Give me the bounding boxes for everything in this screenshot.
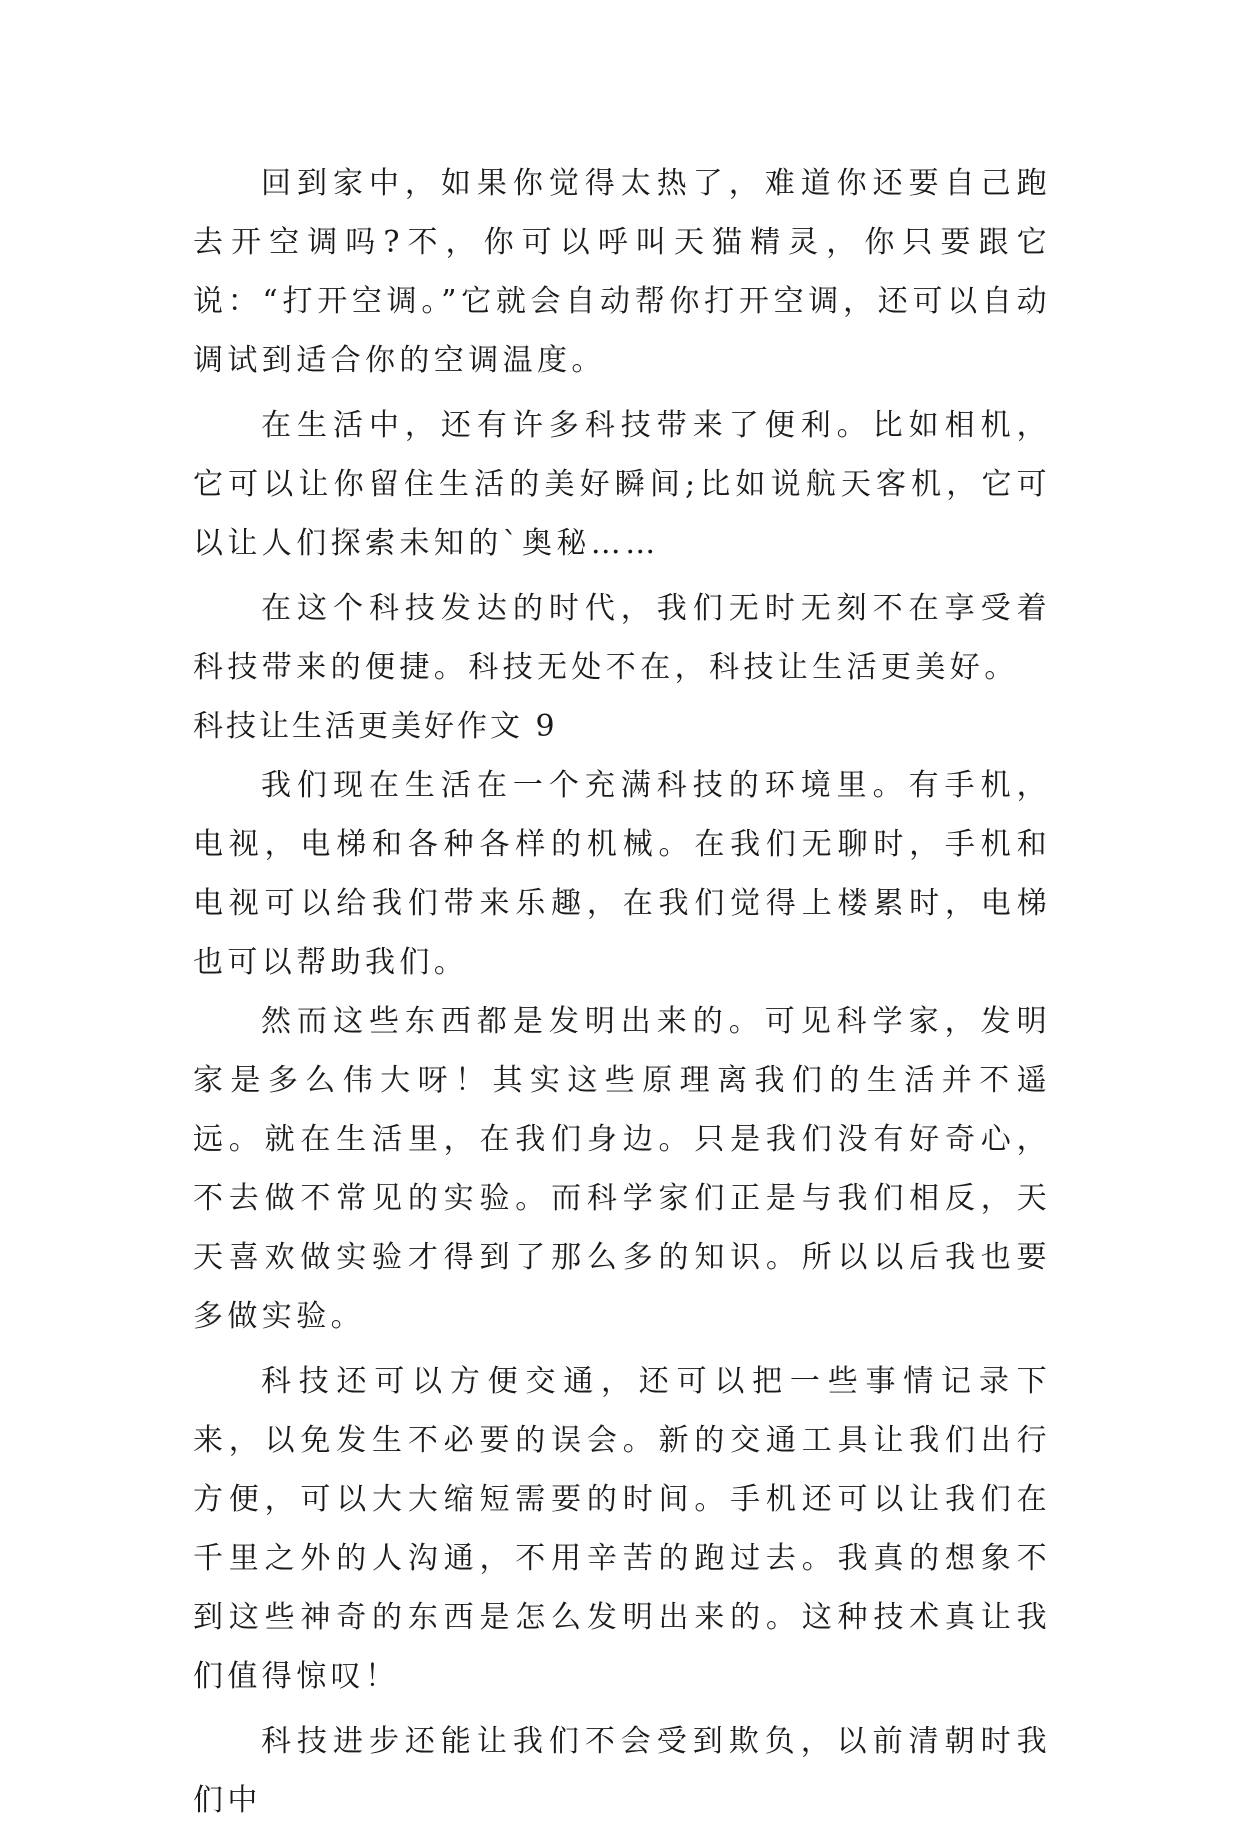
paragraph-tech-environment: 我们现在生活在一个充满科技的环境里。有手机，电视，电梯和各种各样的机械。在我们无聊时，手机和电视可以给我们带来乐趣，在我们觉得上楼累时，电梯也可以帮助我们。 — [193, 768, 1051, 980]
paragraph-conclusion: 在这个科技发达的时代，我们无时无刻不在享受着科技带来的便捷。科技无处不在，科技让生活更美好。 — [193, 591, 1051, 685]
document-page — [193, 154, 1051, 1830]
paragraph-progress: 科技进步还能让我们不会受到欺负，以前清朝时我们中 — [193, 1724, 1051, 1818]
paragraph-inventions: 然而这些东西都是发明出来的。可见科学家，发明家是多么伟大呀！其实这些原理离我们的生活并不遥远。就在生活里，在我们身边。只是我们没有好奇心，不去做不常见的实验。而科学家们正是与我们相反，天天喜欢做实验才得到了那么多的知识。所以以后我也要多做实验。 — [193, 1004, 1051, 1334]
essay-heading: 科技让生活更美好作文 9 — [193, 709, 558, 744]
paragraph-ac-at-home: 回到家中，如果你觉得太热了，难道你还要自己跑去开空调吗?不，你可以呼叫天猫精灵，你只要跟它说：“打开空调。”它就会自动帮你打开空调，还可以自动调试到适合你的空调温度。 — [193, 166, 1051, 378]
paragraph-conveniences: 在生活中，还有许多科技带来了便利。比如相机，它可以让你留住生活的美好瞬间;比如说航天客机，它可以让人们探索未知的`奥秘…… — [193, 408, 1051, 561]
paragraph-transport: 科技还可以方便交通，还可以把一些事情记录下来，以免发生不必要的误会。新的交通工具让我们出行方便，可以大大缩短需要的时间。手机还可以让我们在千里之外的人沟通，不用辛苦的跑过去。我真的想象不到这些神奇的东西是怎么发明出来的。这种技术真让我们值得惊叹！ — [193, 1364, 1051, 1694]
